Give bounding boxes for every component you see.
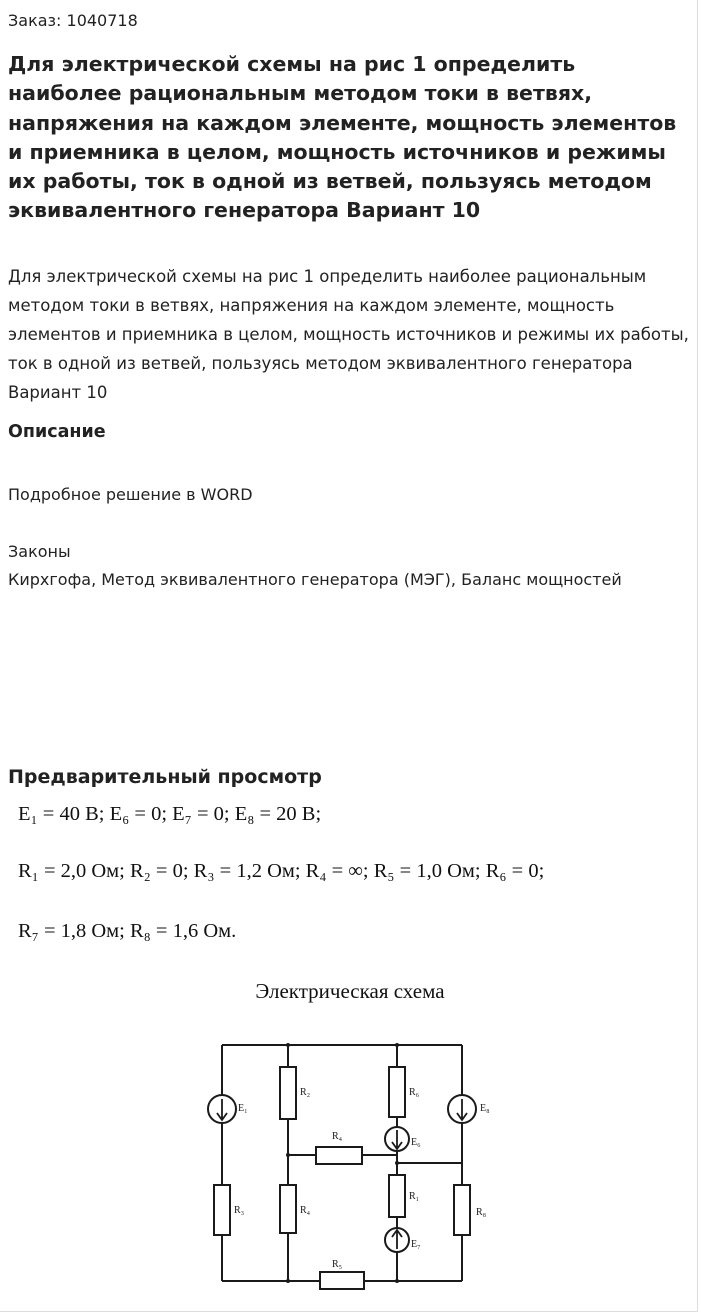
junction-node (286, 1153, 290, 1157)
junction-node (286, 1279, 290, 1283)
junction-node (395, 1279, 399, 1283)
preview-resistance-values-1: R₁ = 2,0 Ом; R₂ = 0; R₃ = 1,2 Ом; R₄ = ∞; R₅ = 1,0 Ом; R₆ = 0; (18, 860, 545, 882)
preview-resistance-values-2: R₇ = 1,8 Ом; R₈ = 1,6 Ом. (18, 920, 237, 942)
description-heading: Описание (8, 422, 106, 442)
circuit-diagram (200, 1035, 500, 1310)
label-e8: E₈ (480, 1103, 490, 1114)
resistor-r8 (454, 1185, 470, 1235)
label-r1: R₁ (409, 1191, 420, 1202)
resistor-r5 (320, 1272, 364, 1289)
resistor-r1 (389, 1175, 405, 1217)
label-r8: R₈ (476, 1207, 487, 1218)
label-e7: E₇ (411, 1239, 421, 1250)
laws-label: Законы (8, 542, 71, 561)
resistor-r6 (389, 1067, 405, 1117)
label-r3: R₃ (234, 1205, 245, 1216)
label-r5: R₅ (332, 1259, 343, 1270)
laws-value: Кирхгофа, Метод эквивалентного генератора (МЭГ), Баланс мощностей (8, 570, 622, 589)
task-lead-text: Для электрической схемы на рис 1 определить наиболее рациональным методом токи в ветвях, напряжения на каждом элементе, мощность элементов и приемника в целом, мощность источников и режимы их работы, ток в одной из ветвей, пользуясь методом эквивалентного генератора Вариант 10 (8, 267, 689, 402)
page-title: Для электрической схемы на рис 1 определить наиболее рациональным методом токи в ветвях, напряжения на каждом элементе, мощность элементов и приемника в целом, мощность источников и режимы их работы, ток в одной из ветвей, пользуясь методом эквивалентного генератора Вариант 10 (8, 52, 677, 223)
resistor-r3 (214, 1185, 230, 1235)
preview-heading: Предварительный просмотр (8, 766, 322, 788)
solution-format-text: Подробное решение в WORD (8, 485, 253, 504)
junction-node (395, 1161, 399, 1165)
label-r4: R₄ (332, 1131, 343, 1142)
preview-emf-values: E₁ = 40 В; E₆ = 0; E₇ = 0; E₈ = 20 В; (18, 803, 322, 825)
junction-node (286, 1043, 290, 1047)
junction-node (395, 1043, 399, 1047)
label-r2: R₂ (300, 1087, 311, 1098)
resistor-r-middle (280, 1185, 296, 1233)
label-e6: E₆ (411, 1137, 421, 1148)
label-r-middle: R₄ (300, 1205, 311, 1216)
order-number: Заказ: 1040718 (8, 11, 138, 30)
label-e1: E₁ (238, 1103, 248, 1114)
label-r6: R₆ (409, 1087, 420, 1098)
resistor-r2 (280, 1067, 296, 1119)
circuit-caption: Электрическая схема (255, 979, 445, 1003)
resistor-r4 (316, 1147, 362, 1164)
preview-image (0, 795, 698, 1310)
